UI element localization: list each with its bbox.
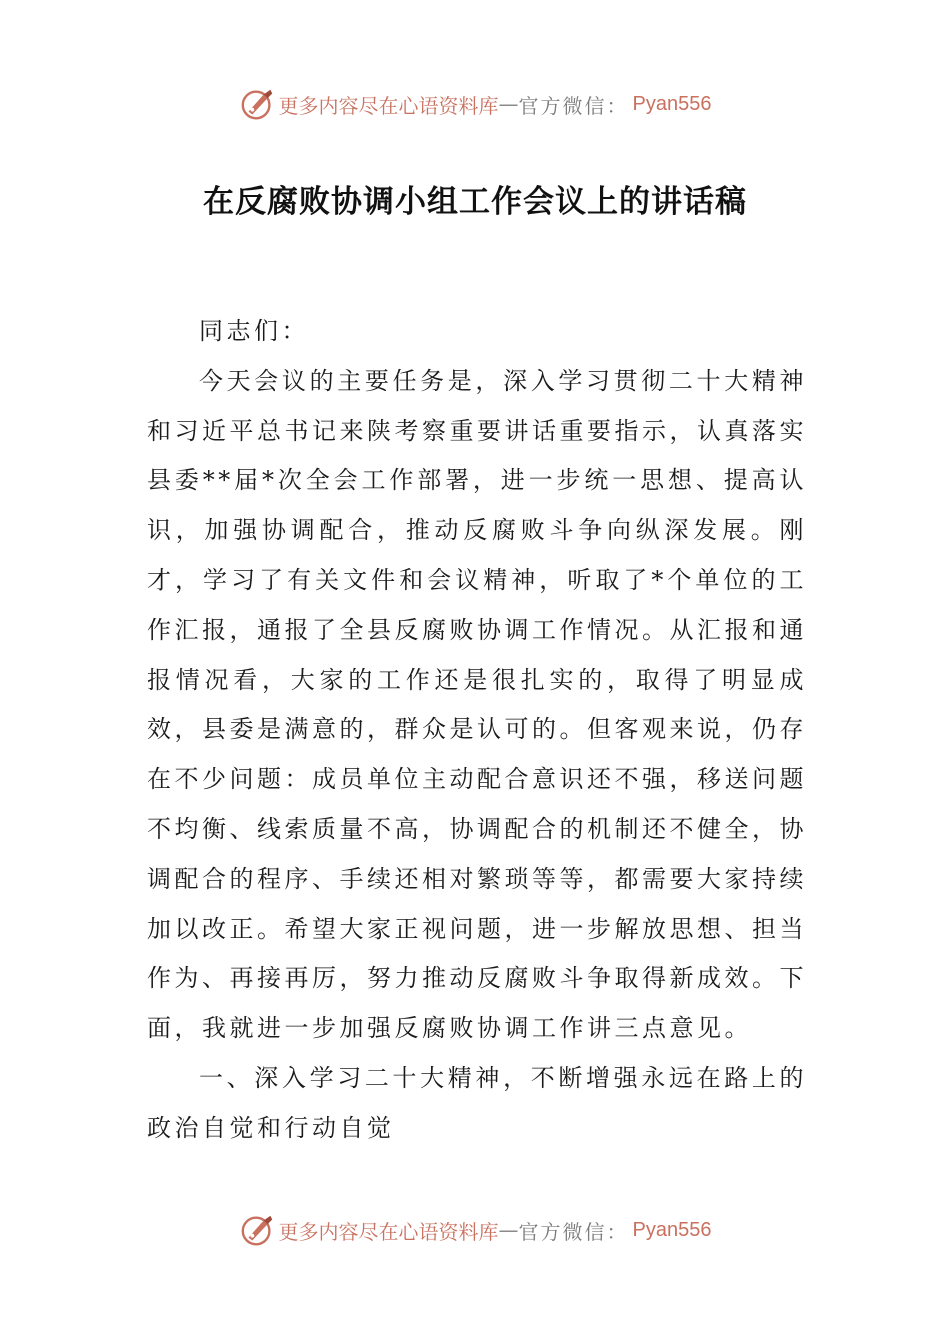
banner-wechat-id: Pyan556 xyxy=(632,1218,712,1241)
pen-nib-circle-icon xyxy=(239,85,277,123)
banner-wechat-id: Pyan556 xyxy=(632,92,712,115)
header-watermark-banner xyxy=(0,84,950,124)
footer-watermark-banner xyxy=(0,1210,950,1250)
banner-brand-text: 更多内容尽在心语资料库 xyxy=(278,1219,499,1244)
document-title: 在反腐败协调小组工作会议上的讲话稿 xyxy=(203,184,747,220)
banner-dash: — xyxy=(498,1218,519,1242)
banner-brand-text: 更多内容尽在心语资料库 xyxy=(278,93,499,118)
salutation-paragraph: 同志们： xyxy=(199,317,309,345)
section-heading-paragraph: 一、深入学习二十大精神，不断增强永远在路上的政治自觉和行动自觉 xyxy=(147,1063,807,1142)
pen-nib-circle-icon xyxy=(239,1211,277,1249)
banner-official-label: 官方微信： xyxy=(518,93,629,118)
document-body xyxy=(147,307,807,1154)
banner-dash: — xyxy=(498,92,519,116)
body-paragraph: 今天会议的主要任务是，深入学习贯彻二十大精神和习近平总书记来陕考察重要讲话重要指示，认真落实县委**届*次全会工作部署，进一步统一思想、提高认识，加强协调配合，推动反腐败斗争向纵深发展。刚才，学习了有关文件和会议精神，听取了*个单位的工作汇报，通报了全县反腐败协调工作情况。从汇报和通报情况看，大家的工作还是很扎实的，取得了明显成效，县委是满意的，群众是认可的。但客观来说，仍存在不少问题：成员单位主动配合意识还不强，移送问题不均衡、线索质量不高，协调配合的机制还不健全，协调配合的程序、手续还相对繁琐等等，都需要大家持续加以改正。希望大家正视问题，进一步解放思想、担当作为、再接再厉，努力推动反腐败斗争取得新成效。下面，我就进一步加强反腐败协调工作讲三点意见。 xyxy=(147,366,807,1043)
banner-official-label: 官方微信： xyxy=(518,1219,629,1244)
